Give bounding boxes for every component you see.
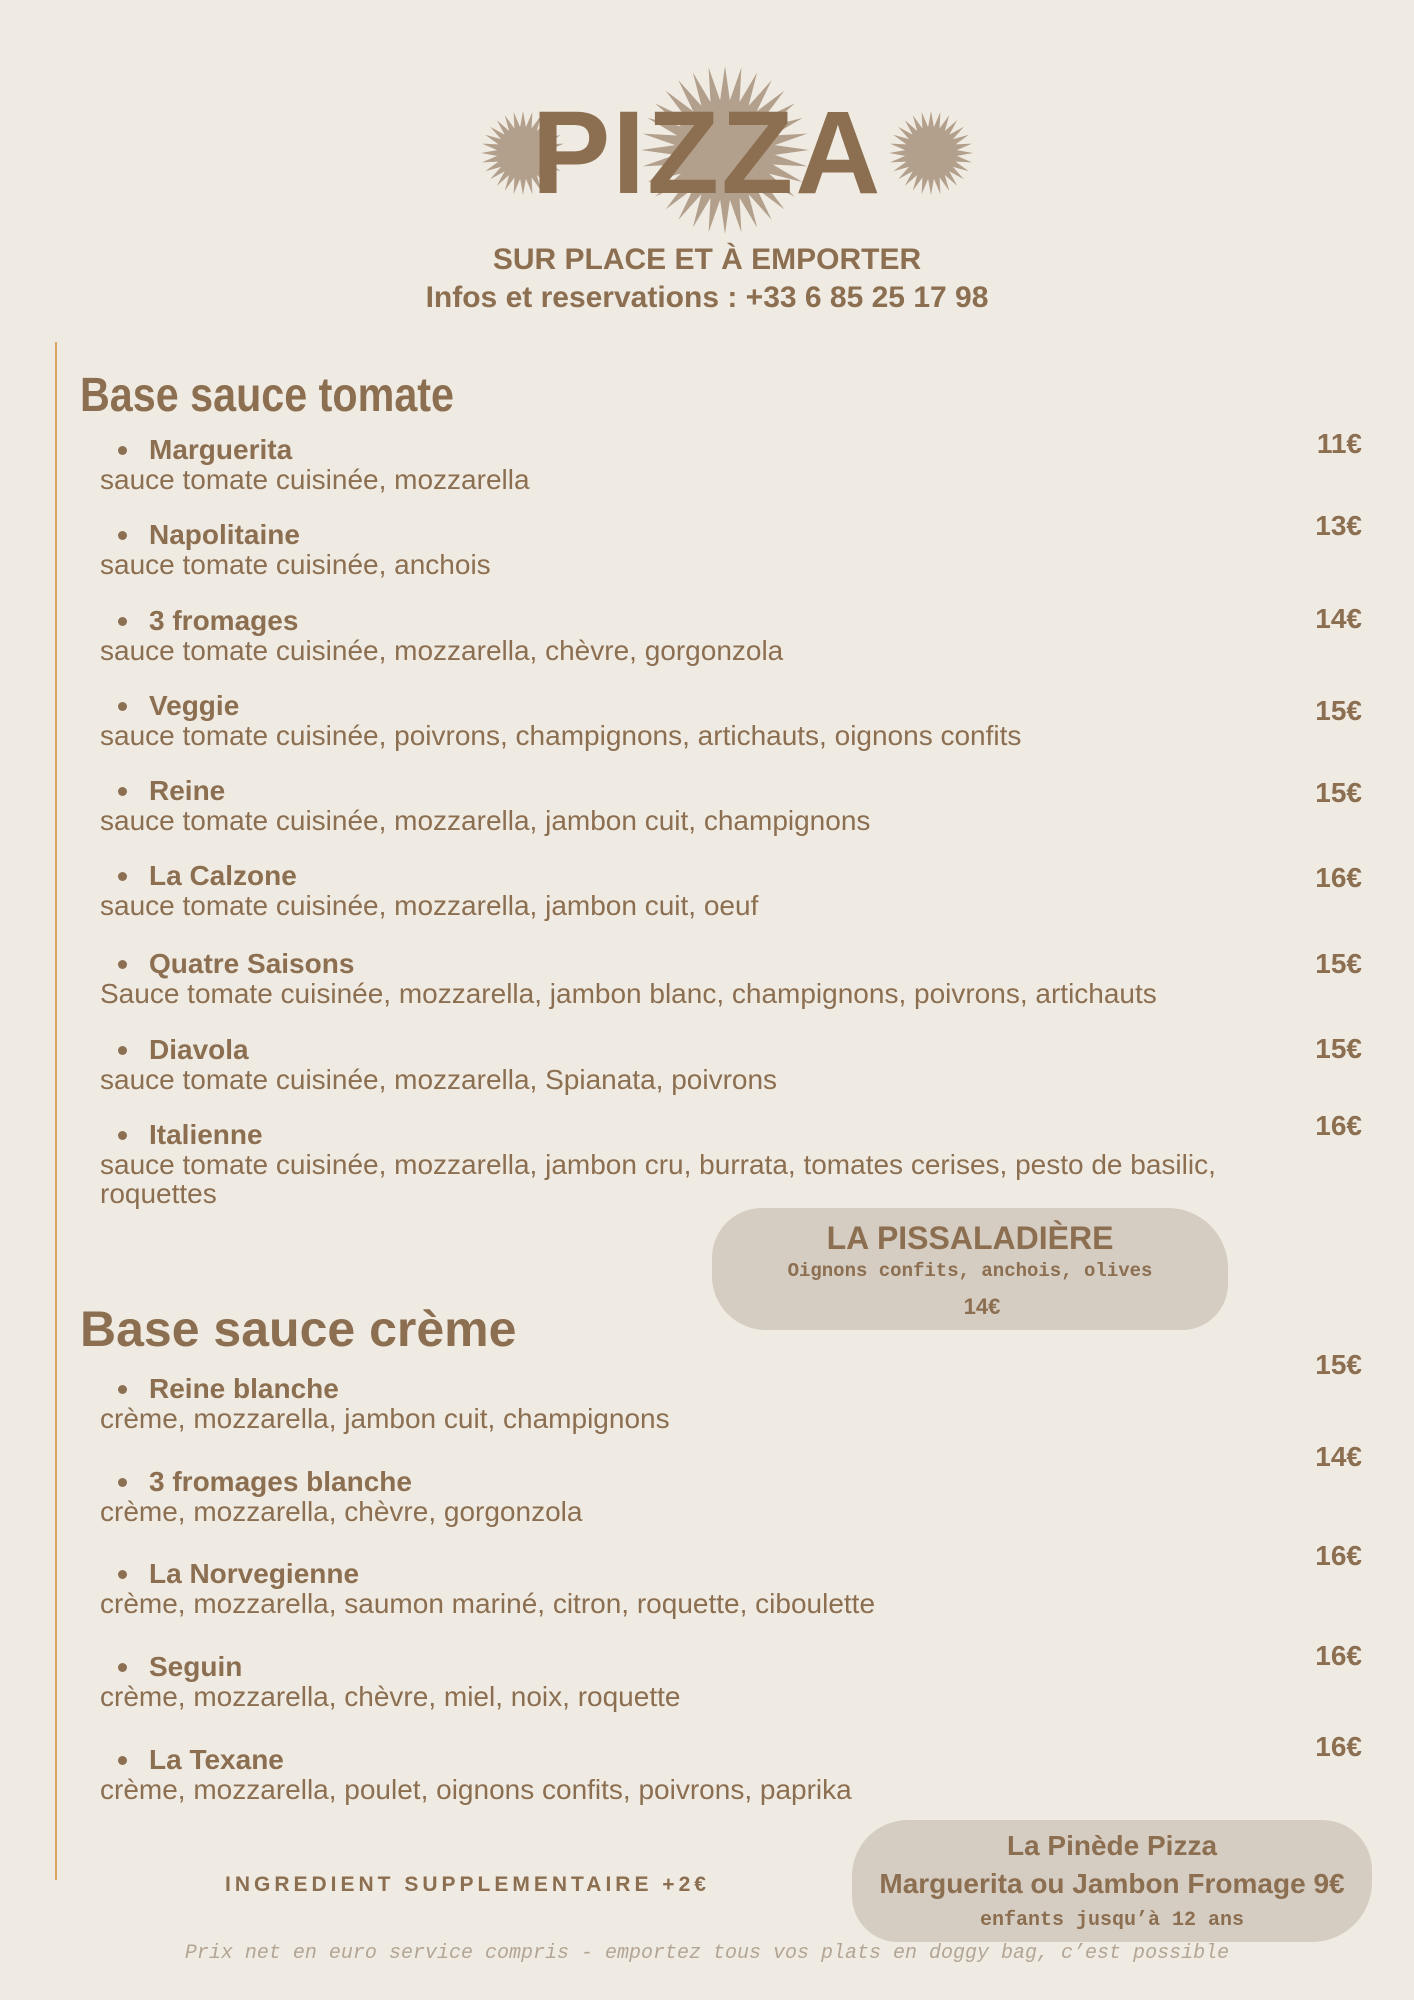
menu-item [100,947,1300,1008]
item-description: sauce tomate cuisinée, anchois [100,549,491,580]
section-title-tomate: Base sauce tomate [80,369,455,422]
menu-item [100,1118,1280,1208]
item-name: Italienne [149,1119,263,1150]
footer-note: Prix net en euro service compris - emportez tous vos plats en doggy bag, c’est possible [184,1942,1230,1965]
menu-header [0,0,1414,330]
item-price: 15€ [1315,1349,1362,1380]
item-name: La Calzone [149,860,297,891]
item-description: sauce tomate cuisinée, mozzarella [100,464,530,495]
menu-item [100,689,1300,750]
menu-item [100,1743,1300,1804]
menu-item [100,604,1300,665]
item-price: 15€ [1315,948,1362,979]
menu-item [100,774,1300,835]
item-price: 14€ [1315,603,1362,634]
bullet-icon [118,1756,127,1765]
bullet-icon [118,960,127,969]
item-price: 13€ [1315,510,1362,541]
item-price: 16€ [1315,1640,1362,1671]
item-price: 15€ [1315,695,1362,726]
item-description: sauce tomate cuisinée, mozzarella, jambon cuit, oeuf [100,890,759,921]
item-name: Marguerita [149,434,293,465]
bullet-icon [118,702,127,711]
menu-item [100,1465,1300,1526]
kids-title: La Pinède Pizza [1006,1830,1218,1861]
item-price: 11€ [1316,428,1362,459]
item-name: 3 fromages blanche [149,1466,412,1497]
menu-item [100,433,1300,494]
menu-item [100,1557,1300,1618]
item-description: sauce tomate cuisinée, mozzarella, chèvre, gorgonzola [100,635,784,666]
item-price: 16€ [1315,1731,1362,1762]
item-description: Sauce tomate cuisinée, mozzarella, jambon blanc, champignons, poivrons, artichauts [100,978,1157,1009]
item-description: crème, mozzarella, poulet, oignons confits, poivrons, paprika [100,1774,852,1805]
bullet-icon [118,446,127,455]
item-price: 15€ [1315,777,1362,808]
item-price: 15€ [1315,1033,1362,1064]
item-description: sauce tomate cuisinée, poivrons, champignons, artichauts, oignons confits [100,720,1022,751]
bullet-icon [118,787,127,796]
item-description: sauce tomate cuisinée, mozzarella, jambon cuit, champignons [100,805,871,836]
item-description: crème, mozzarella, saumon mariné, citron, roquette, ciboulette [100,1588,876,1619]
section-title-creme: Base sauce crème [80,1301,517,1357]
item-description: crème, mozzarella, chèvre, miel, noix, roquette [100,1681,681,1712]
item-name: Seguin [149,1651,243,1682]
item-description: sauce tomate cuisinée, mozzarella, Spianata, poivrons [100,1064,778,1095]
menu-item [100,859,1300,920]
extra-ingredient-note: INGREDIENT SUPPLEMENTAIRE +2€ [225,1873,710,1896]
menu-item [100,518,1300,579]
menu-item [100,1033,1300,1094]
item-description: sauce tomate cuisinée, mozzarella, jambon cru, burrata, tomates cerises, pesto de basilic, roquettes [100,1149,1216,1209]
bullet-icon [118,1131,127,1140]
special-title: LA PISSALADIÈRE [826,1220,1114,1256]
bullet-icon [118,872,127,881]
item-name: Diavola [149,1034,249,1065]
kids-offer: Marguerita ou Jambon Fromage 9€ [879,1868,1345,1899]
menu-item [100,1650,1300,1711]
item-price: 16€ [1315,862,1362,893]
bullet-icon [118,1385,127,1394]
page-title: PIZZA [531,87,883,219]
bullet-icon [118,1478,127,1487]
menu-item [100,1372,1300,1433]
bullet-icon [118,1570,127,1579]
item-name: Napolitaine [149,519,300,550]
item-name: Veggie [149,690,240,721]
item-name: La Norvegienne [149,1558,360,1589]
item-description: crème, mozzarella, chèvre, gorgonzola [100,1496,583,1527]
page-subtitle: SUR PLACE ET À EMPORTER [492,243,922,276]
item-price: 16€ [1315,1540,1362,1571]
item-name: Quatre Saisons [149,948,355,979]
item-name: Reine [149,775,226,806]
bullet-icon [118,1663,127,1672]
kids-note: enfants jusqu’à 12 ans [979,1909,1245,1932]
section-divider-line [55,342,57,1880]
special-price: 14€ [963,1294,1001,1319]
item-name: La Texane [149,1744,284,1775]
item-price: 16€ [1315,1110,1362,1141]
item-name: Reine blanche [149,1373,339,1404]
item-description: crème, mozzarella, jambon cuit, champignons [100,1403,670,1434]
bullet-icon [118,617,127,626]
item-name: 3 fromages [149,605,299,636]
contact-info: Infos et reservations : +33 6 85 25 17 98 [425,281,989,314]
bullet-icon [118,1046,127,1055]
bullet-icon [118,531,127,540]
item-price: 14€ [1315,1441,1362,1472]
special-description: Oignons confits, anchois, olives [787,1260,1153,1282]
